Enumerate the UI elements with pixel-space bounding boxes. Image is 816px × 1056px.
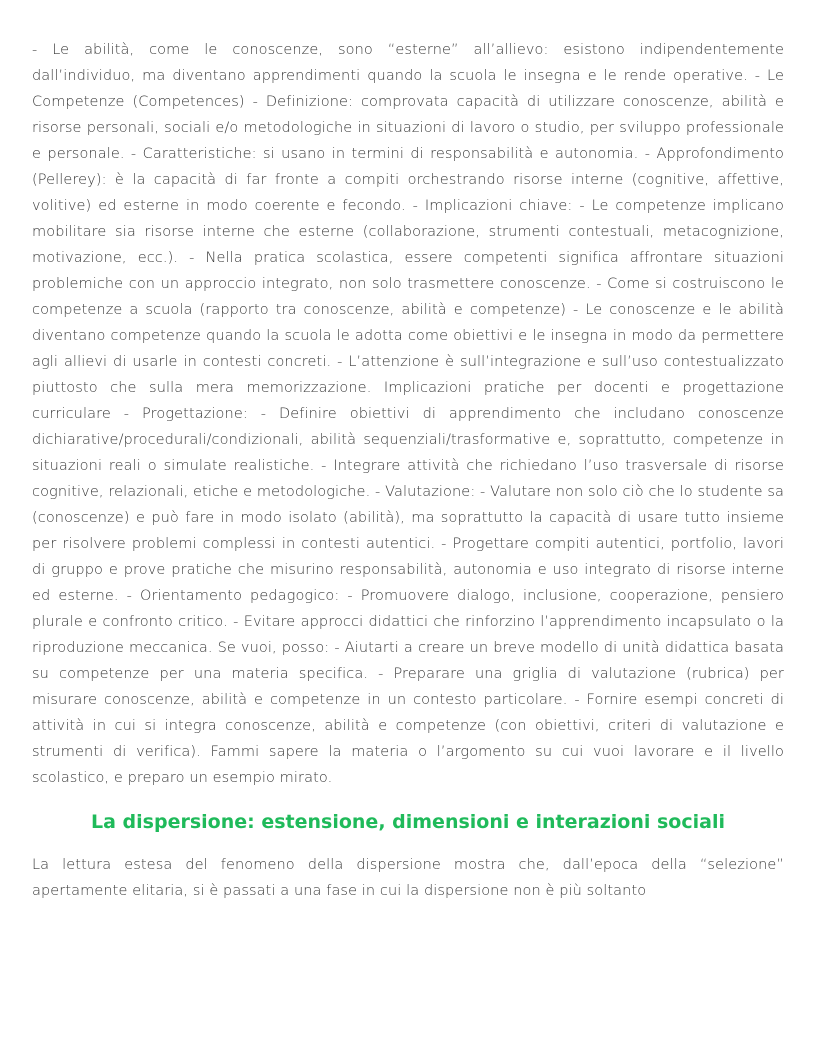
body-paragraph-continued: La lettura estesa del fenomeno della dispersione mostra che, dall’epoca della “selezione” apertamente elitaria, si è passati a una fase in cui la dispersione non è più soltanto bbox=[32, 857, 784, 899]
document-page bbox=[32, 37, 784, 904]
section-heading: La dispersione: estensione, dimensioni e interazioni sociali bbox=[91, 811, 725, 833]
body-paragraph: - Le abilità, come le conoscenze, sono “esterne” all’allievo: esistono indipendentemente dall’individuo, ma diventano apprendimenti quando la scuola le insegna e le rende operative. - Le Competenze (Competences) - Definizione: comprovata capacità di utilizzare conoscenze, abilità e risorse personali, sociali e/o metodologiche in situazioni di lavoro o studio, per sviluppo professionale e personale. - Caratteristiche: si usano in termini di responsabilità e autonomia. - Approfondimento (Pellerey): è la capacità di far fronte a compiti orchestrando risorse interne (cognitive, affettive, volitive) ed esterne in modo coerente e fecondo. - Implicazioni chiave: - Le competenze implicano mobilitare sia risorse interne che esterne (collaborazione, strumenti contestuali, metacognizione, motivazione, ecc.). - Nella pratica scolastica, essere competenti significa affrontare situazioni problemiche con un approccio integrato, non solo trasmettere conoscenze. - Come si costruiscono le competenze a scuola (rapporto tra conoscenze, abilità e competenze) - Le conoscenze e le abilità diventano competenze quando la scuola le adotta come obiettivi e le insegna in modo da permettere agli allievi di usarle in contesti concreti. - L’attenzione è sull’integrazione e sull’uso contestualizzato piuttosto che sulla mera memorizzazione. Implicazioni pratiche per docenti e progettazione curriculare - Progettazione: - Definire obiettivi di apprendimento che includano conoscenze dichiarative/procedurali/condizionali, abilità sequenziali/trasformative e, soprattutto, competenze in situazioni reali o simulate realistiche. - Integrare attività che richiedano l’uso trasversale di risorse cognitive, relazionali, etiche e metodologiche. - Valutazione: - Valutare non solo ciò che lo studente sa (conoscenze) e può fare in modo isolato (abilità), ma soprattutto la capacità di usare tutto insieme per risolvere problemi complessi in contesti autentici. - Progettare compiti autentici, portfolio, lavori di gruppo e prove pratiche che misurino responsabilità, autonomia e uso integrato di risorse interne ed esterne. - Orientamento pedagogico: - Promuovere dialogo, inclusione, cooperazione, pensiero plurale e confronto critico. - Evitare approcci didattici che rinforzino l’apprendimento incapsulato o la riproduzione meccanica. Se vuoi, posso: - Aiutarti a creare un breve modello di unità didattica basata su competenze per una materia specifica. - Preparare una griglia di valutazione (rubrica) per misurare conoscenze, abilità e competenze in un contesto particolare. - Fornire esempi concreti di attività in cui si integra conoscenze, abilità e competenze (con obiettivi, criteri di valutazione e strumenti di verifica). Fammi sapere la materia o l’argomento su cui vuoi lavorare e il livello scolastico, e preparo un esempio mirato. bbox=[32, 42, 784, 786]
